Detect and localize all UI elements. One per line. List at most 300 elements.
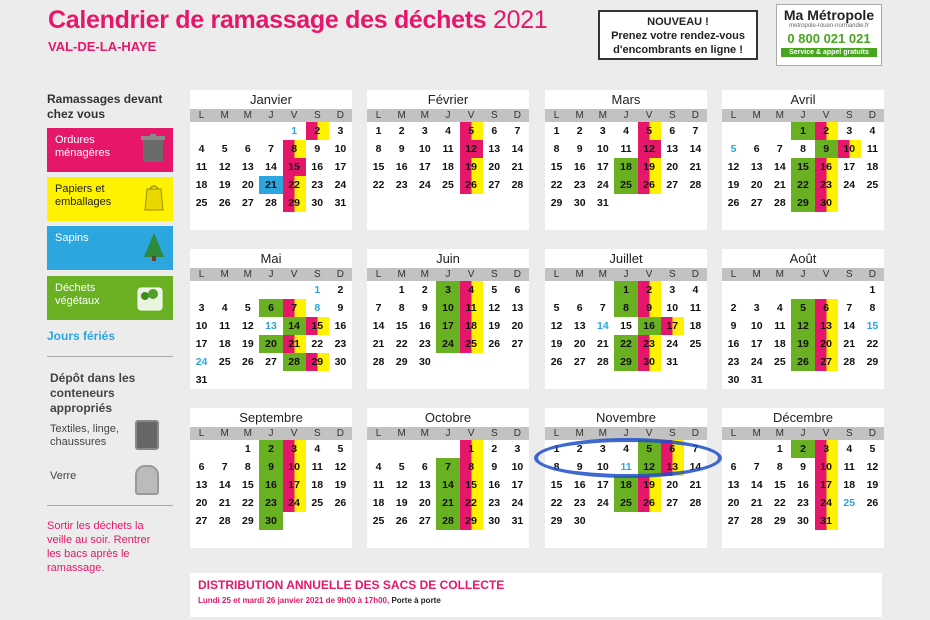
week-row <box>190 512 352 530</box>
day-cell: 20 <box>259 335 282 353</box>
weekday-label: J <box>445 428 451 439</box>
day-cell: 31 <box>815 512 838 530</box>
week-row <box>545 476 707 494</box>
legend-vegetaux-label: Déchets végétaux <box>55 282 100 307</box>
week-row <box>722 122 884 140</box>
day-cell: 24 <box>597 497 609 509</box>
day-cell: 26 <box>550 356 563 368</box>
day-cell: 15 <box>620 320 632 332</box>
weekday-label: L <box>553 428 560 439</box>
day-cell: 30 <box>573 197 586 209</box>
day-cell: 26 <box>334 497 347 509</box>
recycling-bag-icon <box>143 183 165 217</box>
day-cell: 4 <box>445 125 451 137</box>
weekday-label: M <box>397 110 406 121</box>
day-cell: 15 <box>550 479 563 491</box>
week-row <box>722 140 884 158</box>
day-cell: 16 <box>797 479 809 491</box>
collection-reminder: Sortir les déchets la veille au soir. Rentrer les bacs après le ramassage. <box>47 520 151 574</box>
day-cell: 16 <box>334 320 347 332</box>
day-cell: 28 <box>750 515 763 527</box>
day-cell: 24 <box>419 179 431 191</box>
day-cell: 4 <box>221 302 228 314</box>
weekday-label: V <box>822 110 830 121</box>
day-cell <box>838 194 861 212</box>
week-row <box>722 281 884 299</box>
day-cell: 2 <box>259 440 282 458</box>
day-cell <box>838 371 861 389</box>
legend-vegetaux <box>47 276 173 320</box>
day-cell: 2 <box>730 302 737 314</box>
day-cell: 7 <box>283 299 306 317</box>
day-cell: 1 <box>398 284 405 296</box>
weekday-label: M <box>752 428 761 439</box>
month-name: Octobre <box>424 410 472 425</box>
day-cell <box>638 194 661 212</box>
day-cell: 24 <box>666 338 679 350</box>
day-cell <box>506 353 529 371</box>
weekday-label: M <box>598 110 608 121</box>
day-cell: 24 <box>436 335 459 353</box>
weekday-label: M <box>575 110 584 121</box>
day-cell: 25 <box>774 356 786 368</box>
day-cell <box>367 440 390 458</box>
day-cell: 19 <box>550 338 563 350</box>
week-row <box>367 512 529 530</box>
day-cell: 30 <box>797 515 809 527</box>
day-cell: 5 <box>398 461 405 473</box>
day-cell: 6 <box>244 143 251 155</box>
day-cell: 14 <box>283 317 306 335</box>
day-cell <box>684 353 707 371</box>
day-cell: 12 <box>334 461 347 473</box>
day-cell: 10 <box>838 140 861 158</box>
day-cell: 23 <box>334 338 347 350</box>
weekday-header <box>190 268 352 281</box>
day-cell: 23 <box>573 179 586 191</box>
trash-bin-icon <box>141 134 165 170</box>
day-cell: 25 <box>460 335 483 353</box>
day-cell: 4 <box>623 125 629 137</box>
weekday-header <box>367 427 529 440</box>
day-cell: 8 <box>776 461 783 473</box>
week-row <box>190 335 352 353</box>
day-cell: 18 <box>614 476 637 494</box>
day-cell: 16 <box>488 479 501 491</box>
day-cell <box>190 122 213 140</box>
day-cell: 25 <box>614 176 637 194</box>
day-cell: 22 <box>283 176 306 194</box>
day-cell: 14 <box>843 320 856 332</box>
day-cell: 26 <box>242 356 254 368</box>
weekday-label: J <box>268 269 274 280</box>
divider <box>47 356 173 357</box>
day-cell: 6 <box>669 125 676 137</box>
day-cell: 17 <box>597 161 609 173</box>
metropole-url: metropole-rouen-normandie.fr <box>789 23 869 29</box>
weekday-header <box>190 109 352 122</box>
day-cell: 8 <box>869 302 876 314</box>
day-cell: 21 <box>774 179 786 191</box>
day-cell: 5 <box>491 284 498 296</box>
day-cell: 7 <box>514 125 521 137</box>
day-cell <box>661 194 684 212</box>
day-cell: 20 <box>242 179 254 191</box>
day-cell <box>236 122 259 140</box>
day-cell: 27 <box>488 179 501 191</box>
day-cell: 10 <box>666 302 679 314</box>
day-cell <box>861 512 884 530</box>
weekday-label: M <box>775 110 785 121</box>
day-cell: 3 <box>599 443 606 455</box>
day-cell: 27 <box>242 197 254 209</box>
weekday-label: S <box>313 269 321 280</box>
day-cell: 10 <box>419 143 431 155</box>
day-cell: 17 <box>843 161 856 173</box>
day-cell: 8 <box>460 458 483 476</box>
day-cell: 22 <box>866 338 879 350</box>
day-cell: 1 <box>375 125 382 137</box>
day-cell: 13 <box>815 317 838 335</box>
weekday-label: S <box>668 110 676 121</box>
week-row <box>722 512 884 530</box>
day-cell: 16 <box>259 476 282 494</box>
week-row <box>545 494 707 512</box>
day-cell <box>661 512 684 530</box>
weekday-label: L <box>375 269 382 280</box>
day-cell <box>259 281 282 299</box>
weekday-label: J <box>623 110 629 121</box>
day-cell <box>545 281 568 299</box>
holidays-label: Jours fériés <box>47 329 116 343</box>
new-text: Prenez votre rendez-vous d'encombrants en ligne ! <box>611 30 745 56</box>
week-row <box>545 335 707 353</box>
weekday-label: S <box>313 110 321 121</box>
day-cell: 2 <box>421 284 428 296</box>
weekday-label: V <box>467 269 475 280</box>
week-row <box>722 158 884 176</box>
day-cell <box>190 440 213 458</box>
new-feature-notice[interactable] <box>598 10 758 60</box>
month-1 <box>367 90 529 230</box>
legend-title: Ramassages devant chez vous <box>47 92 163 121</box>
month-name: Septembre <box>239 410 303 425</box>
day-cell <box>745 440 768 458</box>
week-row <box>367 317 529 335</box>
day-cell: 9 <box>398 143 405 155</box>
day-cell: 3 <box>753 302 760 314</box>
day-cell: 11 <box>311 461 323 473</box>
weekday-label: M <box>397 269 406 280</box>
day-cell: 20 <box>488 161 501 173</box>
day-cell: 12 <box>395 479 408 491</box>
week-row <box>545 299 707 317</box>
day-cell: 9 <box>800 461 806 473</box>
day-cell: 15 <box>306 317 329 335</box>
day-cell: 11 <box>219 320 231 332</box>
weekday-label: S <box>845 110 853 121</box>
day-cell <box>722 122 745 140</box>
day-cell: 22 <box>372 179 385 191</box>
day-cell: 17 <box>334 161 347 173</box>
weekday-label: L <box>730 428 737 439</box>
day-cell: 2 <box>337 284 344 296</box>
day-cell: 27 <box>727 515 740 527</box>
day-cell: 6 <box>576 302 583 314</box>
day-cell: 7 <box>221 461 228 473</box>
day-cell: 14 <box>265 161 277 173</box>
day-cell: 16 <box>573 161 586 173</box>
week-row <box>367 494 529 512</box>
day-cell: 24 <box>750 356 763 368</box>
weekday-label: D <box>513 110 522 121</box>
day-cell: 26 <box>727 197 740 209</box>
day-cell: 21 <box>597 338 609 350</box>
day-cell <box>213 122 236 140</box>
weekday-label: V <box>822 269 830 280</box>
weekday-header <box>545 109 707 122</box>
day-cell: 13 <box>265 320 277 332</box>
legend-ordures-label: Ordures ménagères <box>55 134 111 159</box>
day-cell: 13 <box>750 161 763 173</box>
day-cell: 7 <box>436 458 459 476</box>
month-name: Février <box>427 92 469 107</box>
day-cell: 21 <box>843 338 856 350</box>
day-cell: 19 <box>638 476 661 494</box>
day-cell: 25 <box>866 179 879 191</box>
day-cell: 10 <box>334 143 347 155</box>
day-cell: 28 <box>774 197 786 209</box>
day-cell: 5 <box>791 299 814 317</box>
week-row <box>367 158 529 176</box>
day-cell: 6 <box>730 461 737 473</box>
day-cell: 21 <box>689 161 702 173</box>
day-cell: 18 <box>843 479 856 491</box>
day-cell: 26 <box>218 197 231 209</box>
day-cell: 21 <box>372 338 385 350</box>
week-row <box>722 317 884 335</box>
day-cell: 23 <box>488 497 501 509</box>
day-cell <box>390 440 413 458</box>
week-row <box>545 512 707 530</box>
week-row <box>722 476 884 494</box>
day-cell: 3 <box>514 443 521 455</box>
day-cell: 9 <box>259 458 282 476</box>
day-cell: 31 <box>666 356 679 368</box>
day-cell: 8 <box>314 302 321 314</box>
week-row <box>545 176 707 194</box>
day-cell: 3 <box>421 125 428 137</box>
day-cell: 6 <box>753 143 760 155</box>
day-cell: 26 <box>638 176 661 194</box>
day-cell <box>614 512 637 530</box>
month-8 <box>190 408 352 548</box>
day-cell <box>436 440 459 458</box>
day-cell <box>460 353 483 371</box>
day-cell: 5 <box>730 143 737 155</box>
highlight-ellipse <box>534 438 722 478</box>
weekday-label: V <box>645 428 653 439</box>
day-cell: 26 <box>488 338 501 350</box>
day-cell: 10 <box>195 320 208 332</box>
day-cell: 14 <box>218 479 231 491</box>
day-cell: 11 <box>442 143 454 155</box>
day-cell: 1 <box>791 122 814 140</box>
day-cell: 9 <box>730 320 737 332</box>
week-row <box>545 281 707 299</box>
day-cell: 22 <box>311 338 324 350</box>
day-cell: 1 <box>614 281 637 299</box>
day-cell <box>745 122 768 140</box>
month-0 <box>190 90 352 230</box>
day-cell: 15 <box>550 161 563 173</box>
day-cell: 13 <box>727 479 740 491</box>
day-cell: 22 <box>460 494 483 512</box>
month-name: Décembre <box>773 410 833 425</box>
day-cell: 26 <box>638 494 661 512</box>
day-cell: 20 <box>419 497 431 509</box>
day-cell: 23 <box>259 494 282 512</box>
week-row <box>367 281 529 299</box>
weekday-label: M <box>598 269 608 280</box>
day-cell: 22 <box>395 338 408 350</box>
legend-papiers <box>47 177 173 221</box>
weekday-label: L <box>198 110 205 121</box>
day-cell: 30 <box>419 356 431 368</box>
day-cell: 1 <box>776 443 783 455</box>
day-cell: 5 <box>638 122 661 140</box>
day-cell: 25 <box>843 497 856 509</box>
day-cell: 18 <box>372 497 385 509</box>
week-row <box>722 353 884 371</box>
day-cell: 27 <box>265 356 277 368</box>
day-cell: 11 <box>196 161 208 173</box>
weekday-label: S <box>490 110 498 121</box>
day-cell <box>283 371 306 389</box>
day-cell: 1 <box>553 443 560 455</box>
day-cell <box>329 371 352 389</box>
day-cell: 9 <box>576 461 583 473</box>
week-row <box>190 494 352 512</box>
day-cell: 22 <box>550 179 563 191</box>
day-cell <box>236 281 259 299</box>
day-cell: 19 <box>488 320 501 332</box>
day-cell: 14 <box>372 320 385 332</box>
weekday-label: L <box>198 428 205 439</box>
day-cell: 6 <box>491 125 498 137</box>
day-cell: 7 <box>753 461 760 473</box>
weekday-label: M <box>775 269 785 280</box>
day-cell: 3 <box>198 302 205 314</box>
day-cell: 2 <box>638 281 661 299</box>
week-row <box>190 176 352 194</box>
day-cell <box>861 371 884 389</box>
day-cell: 8 <box>244 461 251 473</box>
day-cell: 9 <box>421 302 428 314</box>
day-cell: 17 <box>597 479 609 491</box>
day-cell: 18 <box>460 317 483 335</box>
verre-label: Verre <box>50 470 77 482</box>
day-cell: 21 <box>283 335 306 353</box>
day-cell: 26 <box>460 176 483 194</box>
weekday-label: D <box>691 269 700 280</box>
day-cell: 31 <box>334 197 347 209</box>
day-cell: 17 <box>436 317 459 335</box>
depot-title: Dépôt dans les conteneurs appropriés <box>50 371 136 415</box>
day-cell: 16 <box>395 161 408 173</box>
day-cell: 6 <box>661 440 684 458</box>
legend-sapins <box>47 226 173 270</box>
weekday-label: L <box>198 269 205 280</box>
day-cell: 14 <box>436 476 459 494</box>
day-cell: 31 <box>597 197 609 209</box>
day-cell: 11 <box>460 299 483 317</box>
day-cell: 14 <box>689 143 702 155</box>
commune-name: VAL-DE-LA-HAYE <box>48 39 157 54</box>
day-cell: 5 <box>244 302 251 314</box>
day-cell: 9 <box>638 299 661 317</box>
weekday-label: V <box>822 428 830 439</box>
day-cell: 8 <box>283 140 306 158</box>
day-cell: 21 <box>436 494 459 512</box>
day-cell: 20 <box>666 161 679 173</box>
metropole-logo <box>776 4 882 66</box>
legend-ordures <box>47 128 173 172</box>
day-cell: 17 <box>815 476 838 494</box>
day-cell <box>213 440 236 458</box>
day-cell: 5 <box>337 443 344 455</box>
day-cell: 20 <box>573 338 586 350</box>
weekday-label: D <box>513 428 522 439</box>
day-cell: 24 <box>195 356 208 368</box>
month-2 <box>545 90 707 230</box>
week-row <box>545 158 707 176</box>
day-cell: 4 <box>846 443 853 455</box>
weekday-label: L <box>375 428 382 439</box>
day-cell: 13 <box>511 302 524 314</box>
month-name: Mai <box>260 251 282 266</box>
day-cell: 25 <box>372 515 385 527</box>
weekday-label: J <box>623 428 629 439</box>
day-cell <box>815 281 838 299</box>
day-cell: 13 <box>488 143 501 155</box>
day-cell: 27 <box>419 515 431 527</box>
day-cell: 5 <box>553 302 560 314</box>
green-waste-bag-icon <box>135 282 165 318</box>
weekday-label: L <box>553 110 560 121</box>
day-cell: 7 <box>692 443 699 455</box>
day-cell: 14 <box>689 461 702 473</box>
day-cell <box>591 281 614 299</box>
day-cell: 10 <box>511 461 524 473</box>
day-cell: 10 <box>283 458 306 476</box>
day-cell: 13 <box>573 320 586 332</box>
day-cell <box>413 440 436 458</box>
day-cell: 12 <box>791 317 814 335</box>
weekday-label: V <box>290 428 298 439</box>
day-cell: 21 <box>750 497 763 509</box>
day-cell <box>329 512 352 530</box>
weekday-label: J <box>445 269 451 280</box>
weekday-label: J <box>268 428 274 439</box>
week-row <box>722 194 884 212</box>
weekday-label: M <box>598 428 608 439</box>
day-cell: 30 <box>488 515 501 527</box>
day-cell: 15 <box>460 476 483 494</box>
fir-tree-icon <box>143 232 165 268</box>
day-cell: 1 <box>291 125 298 137</box>
day-cell <box>861 194 884 212</box>
